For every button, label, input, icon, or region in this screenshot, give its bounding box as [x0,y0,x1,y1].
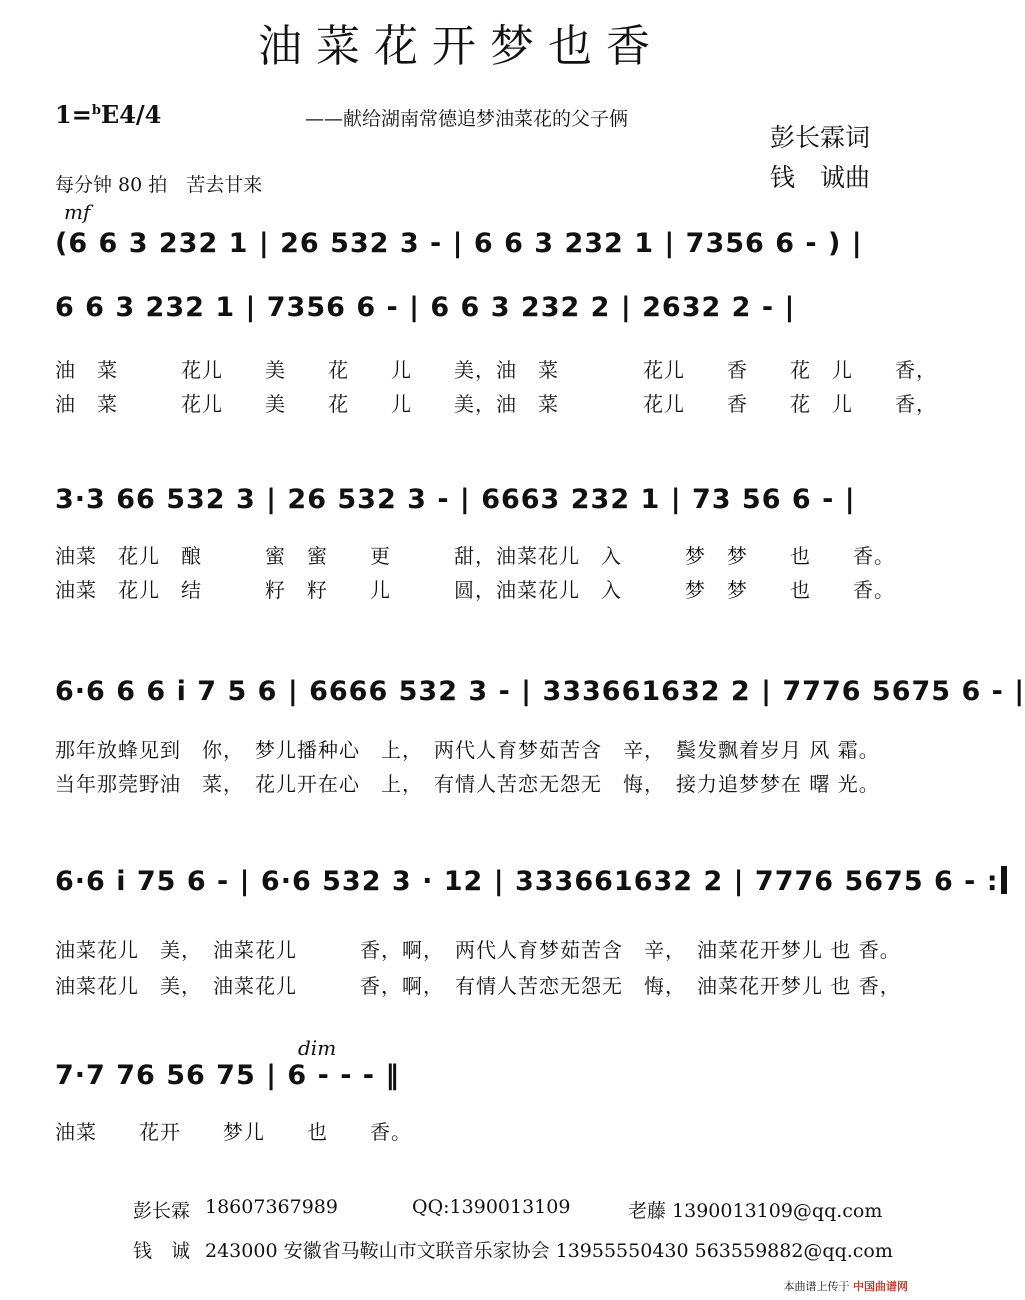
key-signature [55,100,161,129]
lyricist-credit: 彭长霖词 [770,123,871,152]
notation-line-5-text: 6·6 i 75 6 - | 6·6 532 3 · 12 | 333661632 2 | 7776 5675 6 - : [55,866,999,897]
lyric-verse2-line2: 油 菜 花儿 美 花 儿 美，油 菜 花儿 香 花 儿 香， [55,392,937,416]
repeat-barline [1001,866,1007,894]
notation-line-2: 6 6 3 232 1 | 7356 6 - | 6 6 3 232 2 | 2632 2 - | [55,292,796,323]
footer-lyricist-name: 彭长霖 [133,1200,191,1222]
dynamic-mf: mf [64,200,91,224]
watermark-brand: 中国曲谱网 [853,1280,908,1293]
notation-line-intro: (6 6 3 232 1 | 26 532 3 - | 6 6 3 232 1 | 7356 6 - ) | [55,228,863,259]
notation-line-6: 7·7 76 56 75 | 6 - - - ‖ [55,1060,400,1091]
tempo-marking: 每分钟 80 拍 苦去甘来 [55,174,263,196]
composer-credit: 钱 诚曲 [770,163,871,192]
footer-composer-name: 钱 诚 [133,1240,191,1262]
dedication: ——献给湖南常德追梦油菜花的父子俩 [305,108,629,130]
notation-line-5 [55,866,1007,897]
lyric-verse1-line4: 那年放蜂见到 你， 梦儿播种心 上， 两代人育梦茹苦含 辛， 鬓发飘着岁月 风 霜。 [55,738,880,762]
footer-lyricist-phone: 18607367989 [205,1196,338,1218]
lyric-line-6: 油菜 花开 梦儿 也 香。 [55,1120,412,1144]
lyric-verse1-line3: 油菜 花儿 酿 蜜 蜜 更 甜，油菜花儿 入 梦 梦 也 香。 [55,544,895,568]
notation-line-4: 6·6 6 6 i 7 5 6 | 6666 532 3 - | 333661632 2 | 7776 5675 6 - | [55,676,1025,707]
flat-sign: b [91,103,101,118]
footer-lyricist-qq: QQ:1390013109 [412,1196,571,1218]
song-title: 油菜花开梦也香 [258,21,664,72]
lyric-verse1-line5: 油菜花儿 美， 油菜花儿 香，啊， 两代人育梦茹苦含 辛， 油菜花开梦儿 也 香。 [55,938,901,962]
dynamic-dim: dim [298,1036,337,1060]
footer-lyricist-email: 老藤 1390013109@qq.com [628,1200,883,1222]
lyric-verse1-line2: 油 菜 花儿 美 花 儿 美，油 菜 花儿 香 花 儿 香， [55,358,937,382]
lyric-verse2-line5: 油菜花儿 美， 油菜花儿 香，啊， 有情人苦恋无怨无 悔， 油菜花开梦儿 也 香， [55,974,901,998]
key-meter: E4/4 [100,100,162,129]
key-prefix: 1= [55,100,92,129]
lyric-verse2-line3: 油菜 花儿 结 籽 籽 儿 圆，油菜花儿 入 梦 梦 也 香。 [55,578,895,602]
watermark-text: 本曲谱上传于 [783,1280,850,1293]
notation-line-3: 3·3 66 532 3 | 26 532 3 - | 6663 232 1 | 73 56 6 - | [55,484,856,515]
footer-composer-info: 243000 安徽省马鞍山市文联音乐家协会 13955550430 563559882@qq.com [205,1240,893,1262]
lyric-verse2-line4: 当年那莞野油 菜， 花儿开在心 上， 有情人苦恋无怨无 悔， 接力追梦梦在 曙 光。 [55,772,880,796]
site-watermark [784,1278,909,1294]
